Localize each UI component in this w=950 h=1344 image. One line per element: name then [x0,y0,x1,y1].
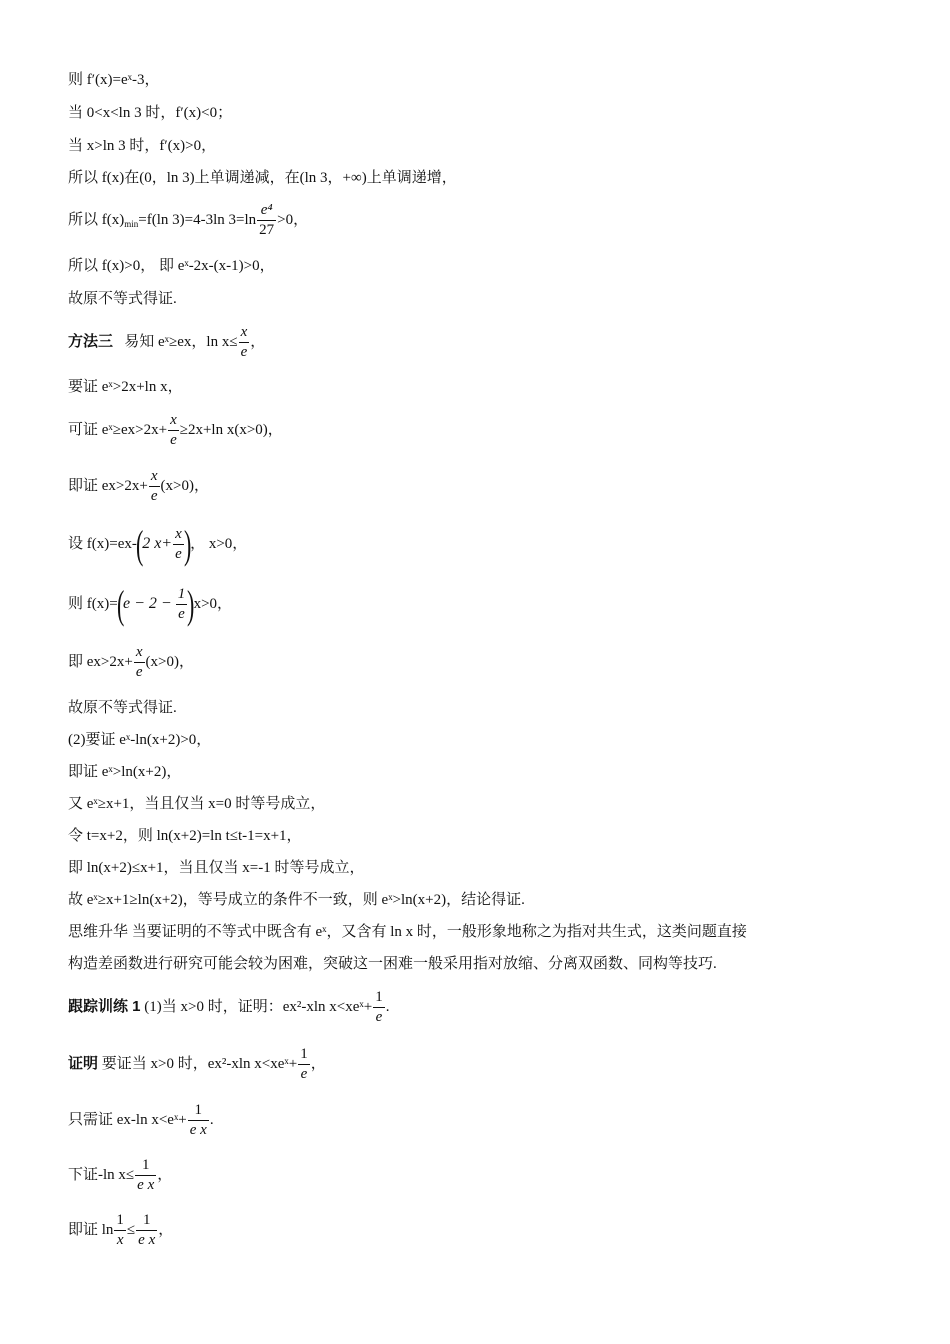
fraction: $\frac{1}{x}$ [116,1212,124,1249]
proof-line-increasing-case: 当 x>ln 3 时，f′(x)>0， [68,138,217,154]
fraction: $\frac{1}{e}$ [177,586,186,623]
part2-goal: (2)要证 eˣ-ln(x+2)>0， [68,732,212,748]
fraction: $\frac{1}{\text{e x}}$ [138,1212,156,1249]
practice-problem: 跟踪训练 1 (1)当 x>0 时，证明：ex²-xln x<xeˣ+ $\frac{1}{e}$ . [68,989,390,1026]
part2-reduce: 即证 eˣ>ln(x+2)， [68,764,182,780]
proof-line-monotonicity: 所以 f(x)在(0，ln 3)上单调递减，在(ln 3，+∞)上单调递增， [68,170,457,186]
fraction: $\frac{\text{e⁴}}{27}$ [259,202,275,238]
fraction: $\frac{x}{e}$ [135,644,143,681]
fraction: $\frac{x}{e}$ [150,468,158,505]
part2-substitution: 令 t=x+2，则 ln(x+2)=ln t≤t-1=x+1， [68,828,302,844]
fraction: $\frac{1}{e}$ [300,1046,308,1083]
proof-equivalent: 即证 ln $\frac{1}{x}$ ≤ $\frac{1}{\text{e x}}$ ， [68,1212,174,1249]
proof-line-to-prove: 要证 eˣ>2x+ln x， [68,379,183,395]
proof-next: 下证-ln x≤ $\frac{1}{\text{e x}}$ ， [68,1157,173,1194]
thinking-summary: 思维升华 当要证明的不等式中既含有 eˣ，又含有 ln x 时，一般形象地称之为指对共生式，这类问题直接 [68,924,747,940]
part2-inequality-2: 即 ln(x+2)≤x+1，当且仅当 x=-1 时等号成立， [68,860,365,876]
method-three-line: 方法三 易知 eˣ≥ex，ln x≤ $\frac{x}{e}$ ， [68,324,266,361]
proof-start: 证明 要证当 x>0 时，ex²-xln x<xeˣ+ $\frac{1}{e}$ ， [68,1046,326,1083]
proof-line-minimum: 所以 $f(x)_{min}=f(\ln$ 3)=4-3ln 3=ln $\frac{\text{e⁴}}{27}$ >0， [68,202,309,238]
proof-line-qed: 故原不等式得证. [68,291,177,307]
proof-line-derivative: 则 f′(x)=eˣ-3， [68,72,160,88]
fraction: $\frac{1}{\text{e x}}$ [189,1102,207,1139]
part2-inequality-1: 又 eˣ≥x+1，当且仅当 x=0 时等号成立， [68,796,326,812]
fraction: $\frac{x}{e}$ [170,412,177,449]
method-heading: 方法三 [68,333,114,350]
proof-line-qed: 故原不等式得证. [68,700,177,716]
proof-line-chain: 可证 eˣ≥ex>2x+ $\frac{x}{e}$ ≥2x+ln x(x>0)， [68,412,283,449]
thinking-summary-cont: 构造差函数进行研究可能会较为困难，突破这一困难一般采用指对放缩、分离双函数、同构等技巧. [68,956,717,972]
practice-heading: 跟踪训练 1 [68,998,141,1015]
fraction: $\frac{1}{\text{e x}}$ [137,1157,155,1194]
proof-heading: 证明 [68,1055,99,1072]
fraction: $\frac{x}{e}$ [175,526,182,563]
fraction: $\frac{x}{e}$ [240,324,248,361]
proof-line-reduce: 即证 ex>2x+ $\frac{x}{e}$ (x>0)， [68,468,209,505]
proof-line-result: 即 ex>2x+ $\frac{x}{e}$ (x>0)， [68,644,194,681]
proof-line-conclusion: 所以 f(x)>0， 即 eˣ-2x-(x-1)>0， [68,258,275,274]
proof-need: 只需证 ex-ln x<eˣ+ $\frac{1}{\text{e x}}$ . [68,1102,214,1139]
part2-conclusion: 故 eˣ≥x+1≥ln(x+2)，等号成立的条件不一致，则 eˣ>ln(x+2)，结论得证. [68,892,525,908]
proof-line-decreasing-case: 当 0<x<ln 3 时，f′(x)<0； [68,105,233,121]
proof-line-simplify: 则 f(x)=(e − 2 − $\frac{1}{e}$ )x>0， [68,581,233,627]
fraction: $\frac{1}{e}$ [375,989,383,1026]
proof-line-define-f: 设 f(x)=ex-(2 x+ $\frac{x}{e}$ )， x>0， [68,521,248,567]
